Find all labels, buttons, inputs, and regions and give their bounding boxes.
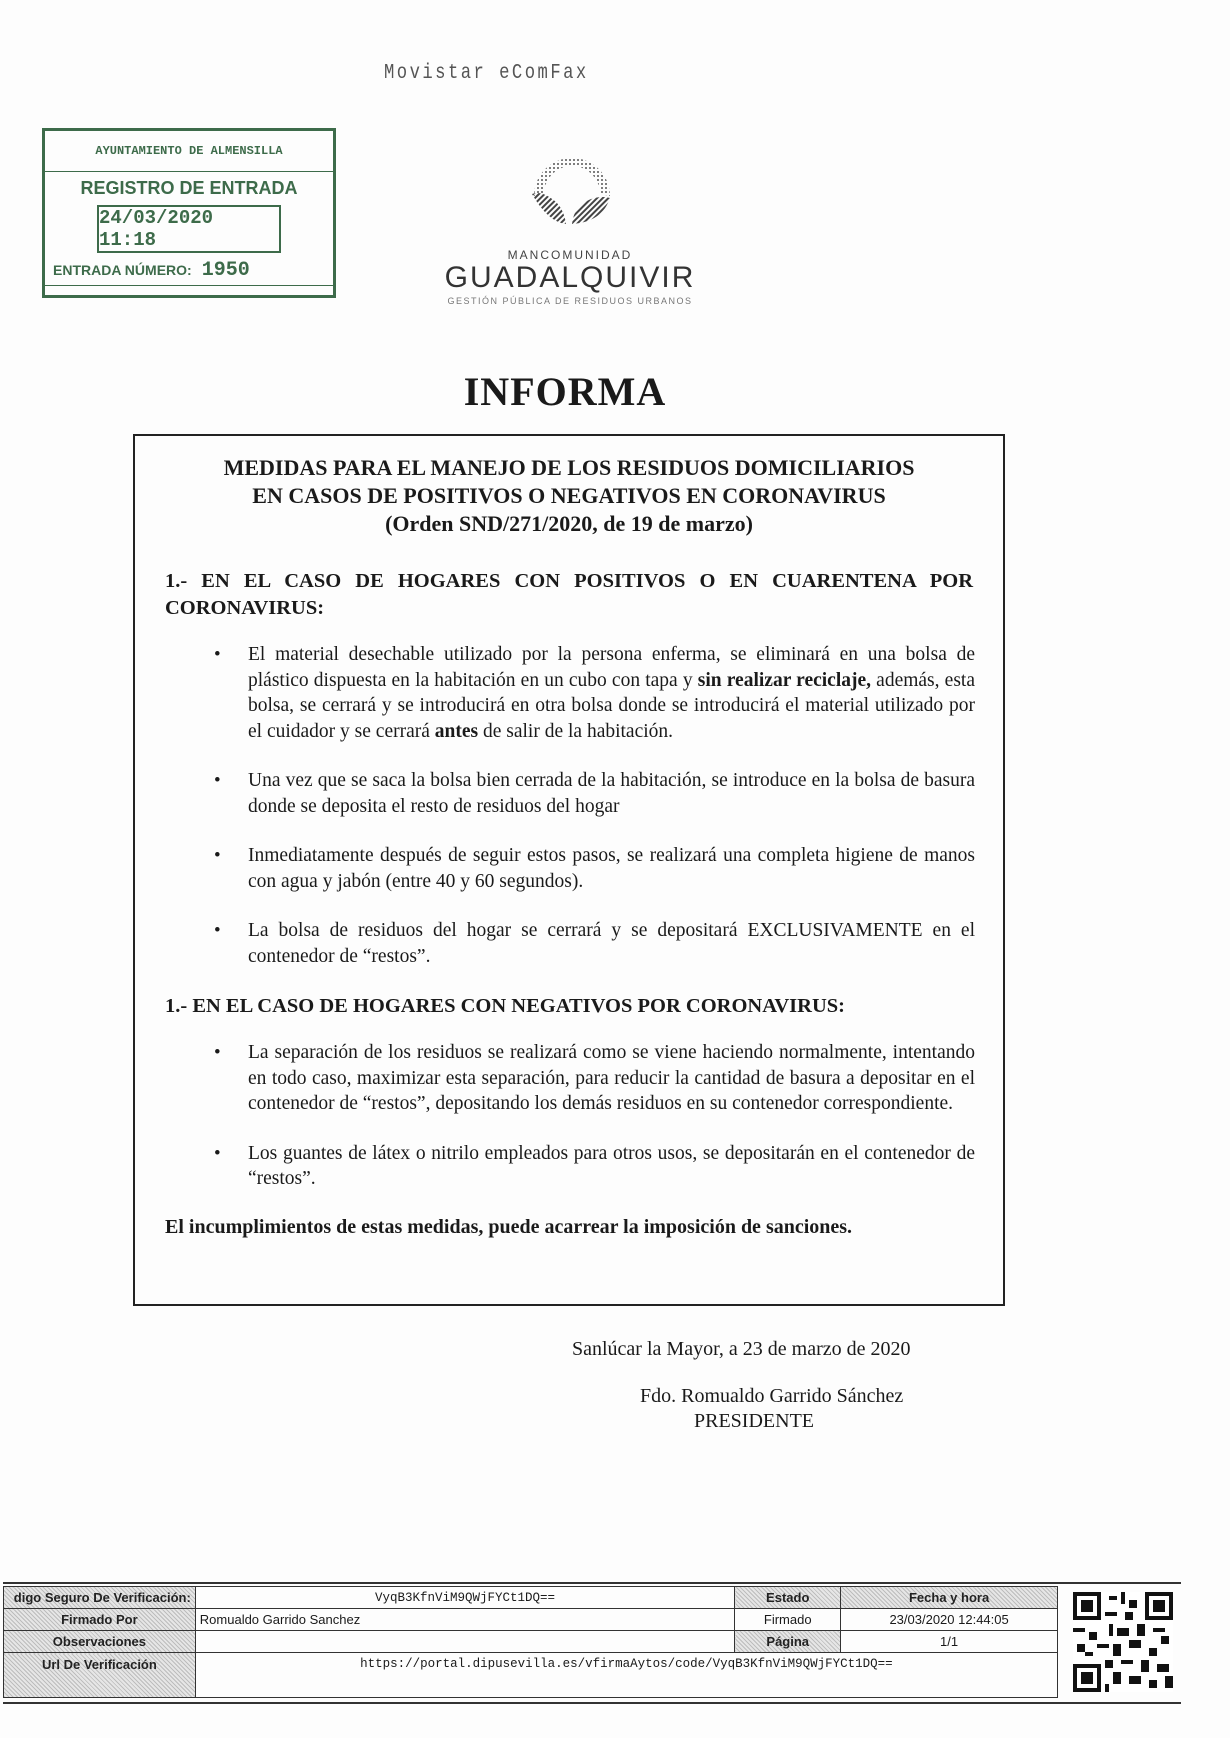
signature-role: PRESIDENTE (694, 1410, 814, 1432)
list-item: • La separación de los residuos se realizará como se viene haciendo normalmente, intentando en todo caso, maximizar esta separación, para reducir la cantidad de basura a depositar en el contenedor de “restos”, depositando los demás residuos en su contenedor correspondiente. (219, 1040, 975, 1117)
verification-footer (3, 1582, 1181, 1704)
logo-line1: MANCOMUNIDAD (507, 248, 633, 262)
page-label: Página (735, 1631, 841, 1653)
list-item: • Inmediatamente después de seguir estos pasos, se realizará una completa higiene de manos con agua y jabón (entre 40 y 60 segundos). (219, 843, 975, 894)
csv-label: digo Seguro De Verificación: (4, 1587, 196, 1609)
fax-header: Movistar eComFax (384, 62, 589, 85)
url-value[interactable]: https://portal.dipusevilla.es/vfirmaAytos/code/VyqB3KfnViM9QWjFYCt1DQ== (195, 1653, 1057, 1698)
stamp-datetime: 24/03/2020 11:18 (97, 205, 281, 253)
place-date: Sanlúcar la Mayor, a 23 de marzo de 2020 (572, 1338, 911, 1360)
logo-line2: GUADALQUIVIR (444, 261, 696, 294)
logo-line3: GESTIÓN PÚBLICA DE RESIDUOS URBANOS (447, 296, 693, 306)
logo-circle-icon (520, 138, 620, 234)
heading-line-3: (Orden SND/271/2020, de 19 de marzo) (385, 511, 753, 536)
logo (440, 138, 700, 306)
section-negative-title: 1.- EN EL CASO DE HOGARES CON NEGATIVOS POR CORONAVIRUS: (165, 995, 845, 1017)
section-negative-list (219, 1040, 975, 1192)
list-item: • Los guantes de látex o nitrilo empleados para otros usos, se depositarán en el contenedor de “restos”. (219, 1141, 975, 1192)
stamp-title: REGISTRO DE ENTRADA (80, 178, 298, 198)
signed-by-label: Firmado Por (4, 1609, 196, 1631)
measures-heading (135, 454, 1003, 538)
signature-block (640, 1384, 903, 1434)
observations-label: Observaciones (4, 1631, 196, 1653)
registry-stamp (42, 128, 336, 298)
list-item: • La bolsa de residuos del hogar se cerrará y se depositará EXCLUSIVAMENTE en el contenedor de “restos”. (219, 918, 975, 969)
stamp-entry-number: 1950 (201, 259, 250, 282)
qr-code-icon (1073, 1592, 1173, 1692)
section-positive-title: 1.- EN EL CASO DE HOGARES CON POSITIVOS O EN CUARENTENA POR CORONAVIRUS: (165, 570, 973, 619)
heading-line-2: EN CASOS DE POSITIVOS O NEGATIVOS EN CORONAVIRUS (252, 483, 886, 508)
verification-table (3, 1586, 1058, 1698)
item-bold-text: antes (434, 720, 479, 742)
stamp-divider (45, 285, 333, 286)
list-item: • Una vez que se saca la bolsa bien cerrada de la habitación, se introduce en la bolsa de basura donde se deposita el resto de residuos del hogar (219, 768, 975, 819)
document-title: INFORMA (463, 369, 667, 414)
observations-value (195, 1631, 734, 1653)
url-label: Url De Verificación (4, 1653, 196, 1698)
status-label: Estado (735, 1587, 841, 1609)
status-value: Firmado (735, 1609, 841, 1631)
stamp-entry-label: ENTRADA NÚMERO: (53, 262, 192, 278)
stamp-organization: AYUNTAMIENTO DE ALMENSILLA (45, 131, 333, 172)
csv-value: VyqB3KfnViM9QWjFYCt1DQ== (195, 1587, 734, 1609)
item-text: de salir de la habitación. (478, 720, 674, 742)
heading-line-1: MEDIDAS PARA EL MANEJO DE LOS RESIDUOS DOMICILIARIOS (223, 455, 915, 480)
measures-box (133, 434, 1005, 1306)
item-text: El material desechable utilizado por la persona enferma, se eliminará en una bolsa de plástico dispuesta en la habitación en un cubo con tapa y (248, 644, 975, 691)
signature-name: Fdo. Romualdo Garrido Sánchez (640, 1385, 904, 1407)
item-bold-text: sin realizar reciclaje, (697, 669, 872, 691)
section-positive-list (219, 642, 975, 969)
datetime-value: 23/03/2020 12:44:05 (841, 1609, 1058, 1631)
page-value: 1/1 (841, 1631, 1058, 1653)
item-text: además, esta bolsa, se cerrará y se introducirá en otra bolsa donde se introducirá el material utilizado por el cuidador y se cerrará (248, 669, 975, 742)
list-item (219, 642, 975, 744)
datetime-label: Fecha y hora (841, 1587, 1058, 1609)
stamp-entry (45, 259, 333, 282)
sanctions-warning: El incumplimientos de estas medidas, puede acarrear la imposición de sanciones. (165, 1215, 853, 1238)
signed-by-value: Romualdo Garrido Sanchez (195, 1609, 734, 1631)
